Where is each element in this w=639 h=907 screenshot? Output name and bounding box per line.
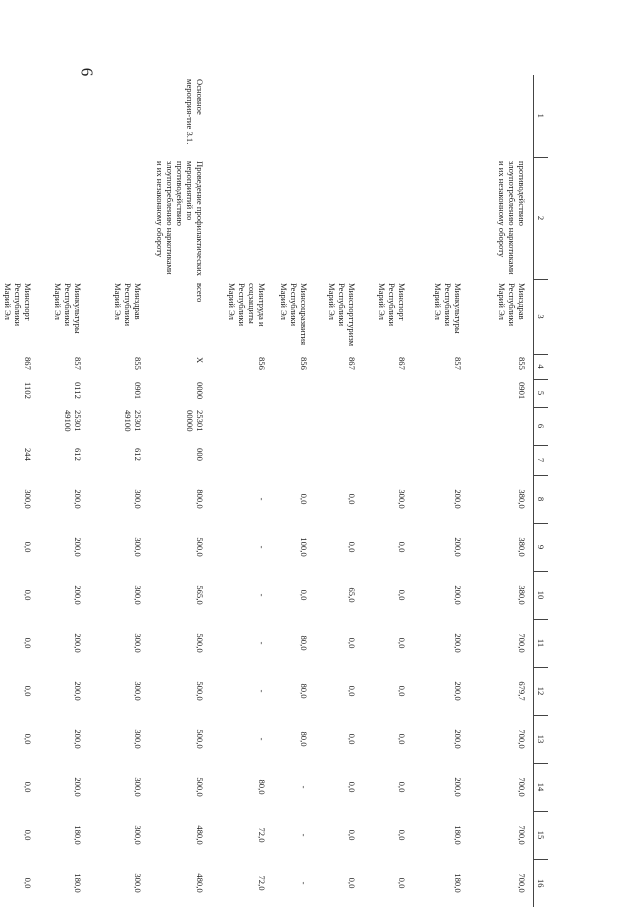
cell-col-15: 72,0 xyxy=(257,827,268,843)
cell-col-11: - xyxy=(257,641,268,645)
cell-col-9: 0,0 xyxy=(397,541,408,553)
cell-col-10: 0,0 xyxy=(299,589,310,601)
cell-col-8: 200,0 xyxy=(453,489,464,509)
cell-col-10: 200,0 xyxy=(73,585,84,605)
table-row xyxy=(150,75,212,907)
cell-col-5 xyxy=(414,379,470,407)
cell-col-6 xyxy=(414,407,470,445)
cell-col-6: 25301 00000 xyxy=(185,410,206,432)
table-row xyxy=(414,75,470,907)
cell-col-7 xyxy=(212,445,274,475)
cell-col-1 xyxy=(414,75,470,157)
cell-col-1: Основное мероприя-тие 3.1. xyxy=(185,79,206,145)
cell-col-9: 200,0 xyxy=(453,537,464,557)
cell-col-3: Минкультуры Республики Марий Эл xyxy=(433,283,464,334)
cell-col-12: - xyxy=(257,689,268,693)
cell-col-13: 500,0 xyxy=(195,729,206,749)
cell-col-15: 180,0 xyxy=(73,825,84,845)
cell-col-2 xyxy=(274,157,316,279)
cell-col-8: 200,0 xyxy=(73,489,84,509)
cell-col-4: 855 xyxy=(133,357,144,370)
cell-col-14: 700,0 xyxy=(517,777,527,797)
cell-col-11: 0,0 xyxy=(397,637,408,649)
cell-col-11: 200,0 xyxy=(73,633,84,653)
rotated-table-container xyxy=(3,75,548,893)
column-number-6: 6 xyxy=(534,407,549,445)
cell-col-4: 856 xyxy=(257,357,268,370)
column-number-11: 11 xyxy=(534,619,549,667)
column-number-5: 5 xyxy=(534,379,549,407)
column-number-9: 9 xyxy=(534,523,549,571)
cell-col-9: 0,0 xyxy=(347,541,358,553)
cell-col-16: 0,0 xyxy=(23,877,34,889)
cell-col-13: 0,0 xyxy=(23,733,34,745)
cell-col-3: всего xyxy=(195,283,206,303)
cell-col-16: 180,0 xyxy=(73,873,84,893)
cell-col-2 xyxy=(40,157,90,279)
cell-col-6: 25301 49100 xyxy=(123,410,144,432)
cell-col-8: 300,0 xyxy=(397,489,408,509)
cell-col-10: 300,0 xyxy=(133,585,144,605)
cell-col-7: 244 xyxy=(23,448,34,461)
cell-col-2 xyxy=(414,157,470,279)
cell-col-14: 500,0 xyxy=(195,777,206,797)
cell-col-12: 300,0 xyxy=(133,681,144,701)
cell-col-10: - xyxy=(257,593,268,597)
cell-col-9: 100,0 xyxy=(299,537,310,557)
cell-col-16: 180,0 xyxy=(453,873,464,893)
cell-col-13: - xyxy=(257,737,268,741)
cell-col-7: 612 xyxy=(73,448,84,461)
cell-col-15: - xyxy=(299,833,310,837)
cell-col-3: Минтруда и соцзащиты Республики Марий Эл xyxy=(227,283,268,327)
cell-col-12: 200,0 xyxy=(453,681,464,701)
cell-col-15: 0,0 xyxy=(23,829,34,841)
cell-col-14: 0,0 xyxy=(23,781,34,793)
cell-col-16: 72,0 xyxy=(257,875,268,891)
cell-col-12: 500,0 xyxy=(195,681,206,701)
cell-col-6 xyxy=(212,407,274,445)
cell-col-12: 200,0 xyxy=(73,681,84,701)
cell-col-2: Проведение профилактических мероприятий по противодействию злоупотреблению наркотиками и их незаконному обороту xyxy=(155,161,206,276)
column-number-4: 4 xyxy=(534,354,549,379)
cell-col-13: 80,0 xyxy=(299,731,310,747)
cell-col-15: 480,0 xyxy=(195,825,206,845)
cell-col-7 xyxy=(316,445,364,475)
cell-col-14: 80,0 xyxy=(257,779,268,795)
cell-col-2 xyxy=(90,157,150,279)
column-number-2: 2 xyxy=(534,157,549,279)
cell-col-10: 565,0 xyxy=(195,585,206,605)
cell-col-15: 700,0 xyxy=(517,825,527,845)
cell-col-14: 200,0 xyxy=(453,777,464,797)
cell-col-9: 500,0 xyxy=(195,537,206,557)
cell-col-8: 380,0 xyxy=(517,489,527,509)
cell-col-15: 0,0 xyxy=(347,829,358,841)
cell-col-1 xyxy=(212,75,274,157)
cell-col-9: 200,0 xyxy=(73,537,84,557)
cell-col-4: 855 xyxy=(517,357,527,370)
cell-col-2 xyxy=(0,157,40,279)
cell-col-3: Минспорт Республики Марий Эл xyxy=(377,283,408,327)
cell-col-3: Минздрав Республики Марий Эл xyxy=(497,283,527,327)
cell-col-15: 0,0 xyxy=(397,829,408,841)
cell-col-8: 0,0 xyxy=(347,493,358,505)
column-number-1: 1 xyxy=(534,75,549,157)
cell-col-16: 300,0 xyxy=(133,873,144,893)
cell-col-11: 200,0 xyxy=(453,633,464,653)
cell-col-1 xyxy=(364,75,414,157)
cell-col-6 xyxy=(274,407,316,445)
cell-col-4: 857 xyxy=(73,357,84,370)
cell-col-13: 200,0 xyxy=(73,729,84,749)
cell-col-9: 300,0 xyxy=(133,537,144,557)
table-row xyxy=(364,75,414,907)
cell-col-7: 000 xyxy=(195,448,206,461)
cell-col-2 xyxy=(316,157,364,279)
cell-col-5 xyxy=(316,379,364,407)
cell-col-14: 0,0 xyxy=(347,781,358,793)
cell-col-13: 300,0 xyxy=(133,729,144,749)
cell-col-7 xyxy=(274,445,316,475)
cell-col-6: 25301 49100 xyxy=(63,410,84,432)
cell-col-15: 180,0 xyxy=(453,825,464,845)
cell-col-10: 0,0 xyxy=(23,589,34,601)
cell-col-5 xyxy=(364,379,414,407)
cell-col-8: - xyxy=(257,497,268,501)
cell-col-7 xyxy=(364,445,414,475)
table-row xyxy=(90,75,150,907)
table-row xyxy=(0,75,40,907)
cell-col-16: 0,0 xyxy=(397,877,408,889)
cell-col-11: 500,0 xyxy=(195,633,206,653)
cell-col-16: 700,0 xyxy=(517,873,527,893)
cell-col-14: 0,0 xyxy=(397,781,408,793)
column-number-16: 16 xyxy=(534,859,549,907)
cell-col-4: 867 xyxy=(347,357,358,370)
cell-col-2 xyxy=(364,157,414,279)
cell-col-4: 867 xyxy=(397,357,408,370)
cell-col-11: 300,0 xyxy=(133,633,144,653)
cell-col-5 xyxy=(212,379,274,407)
column-number-3: 3 xyxy=(534,279,549,354)
cell-col-5: 1102 xyxy=(23,382,34,399)
cell-col-7 xyxy=(470,445,534,475)
cell-col-12: 0,0 xyxy=(23,685,34,697)
cell-col-5 xyxy=(274,379,316,407)
cell-col-7: 612 xyxy=(133,448,144,461)
cell-col-14: 200,0 xyxy=(73,777,84,797)
cell-col-2: противодействию злоупотреблению наркотиками и их незаконному обороту xyxy=(497,161,527,275)
page-number: 6 xyxy=(77,67,97,77)
cell-col-13: 200,0 xyxy=(453,729,464,749)
cell-col-4: Х xyxy=(195,357,206,364)
cell-col-6 xyxy=(0,407,40,445)
cell-col-1 xyxy=(40,75,90,157)
cell-col-15: 300,0 xyxy=(133,825,144,845)
cell-col-10: 65,0 xyxy=(347,587,358,603)
cell-col-8: 300,0 xyxy=(133,489,144,509)
cell-col-8: 800,0 xyxy=(195,489,206,509)
cell-col-16: - xyxy=(299,881,310,885)
cell-col-8: 300,0 xyxy=(23,489,34,509)
cell-col-12: 679,7 xyxy=(517,681,527,701)
cell-col-9: 0,0 xyxy=(23,541,34,553)
cell-col-10: 380,0 xyxy=(517,585,527,605)
cell-col-3: Минкультуры Республики Марий Эл xyxy=(53,283,84,334)
cell-col-14: - xyxy=(299,785,310,789)
cell-col-6 xyxy=(316,407,364,445)
cell-col-4: 867 xyxy=(23,357,34,370)
cell-col-3: Минспорт Республики Марий Эл xyxy=(3,283,34,327)
column-number-14: 14 xyxy=(534,763,549,811)
cell-col-4: 856 xyxy=(299,357,310,370)
cell-col-1 xyxy=(470,75,534,157)
cell-col-11: 0,0 xyxy=(347,637,358,649)
cell-col-1 xyxy=(90,75,150,157)
column-number-13: 13 xyxy=(534,715,549,763)
table-row xyxy=(40,75,90,907)
column-number-row xyxy=(534,75,549,907)
cell-col-12: 0,0 xyxy=(397,685,408,697)
cell-col-10: 200,0 xyxy=(453,585,464,605)
cell-col-9: 380,0 xyxy=(517,537,527,557)
column-number-10: 10 xyxy=(534,571,549,619)
column-number-8: 8 xyxy=(534,475,549,523)
cell-col-5: 0112 xyxy=(73,382,84,399)
cell-col-13: 0,0 xyxy=(347,733,358,745)
cell-col-5: 0901 xyxy=(133,382,144,400)
cell-col-2 xyxy=(212,157,274,279)
cell-col-13: 0,0 xyxy=(397,733,408,745)
table-row xyxy=(316,75,364,907)
cell-col-5: 0901 xyxy=(517,382,527,400)
cell-col-12: 0,0 xyxy=(347,685,358,697)
cell-col-12: 80,0 xyxy=(299,683,310,699)
cell-col-13: 700,0 xyxy=(517,729,527,749)
cell-col-16: 480,0 xyxy=(195,873,206,893)
cell-col-4: 857 xyxy=(453,357,464,370)
column-number-12: 12 xyxy=(534,667,549,715)
cell-col-7 xyxy=(414,445,470,475)
cell-col-11: 0,0 xyxy=(23,637,34,649)
cell-col-3: Минспорттуризм Республики Марий Эл xyxy=(327,283,358,347)
cell-col-11: 700,0 xyxy=(517,633,527,653)
table-row xyxy=(274,75,316,907)
table-row xyxy=(470,75,534,907)
cell-col-14: 300,0 xyxy=(133,777,144,797)
cell-col-8: 0,0 xyxy=(299,493,310,505)
cell-col-3: Минсоцразвития Республики Марий Эл xyxy=(279,283,310,346)
column-number-7: 7 xyxy=(534,445,549,475)
cell-col-6 xyxy=(470,407,534,445)
cell-col-6 xyxy=(364,407,414,445)
table-row xyxy=(212,75,274,907)
cell-col-11: 80,0 xyxy=(299,635,310,651)
cell-col-10: 0,0 xyxy=(397,589,408,601)
cell-col-1 xyxy=(0,75,40,157)
cell-col-16: 0,0 xyxy=(347,877,358,889)
cell-col-3: Минздрав Республики Марий Эл xyxy=(113,283,144,327)
budget-table xyxy=(0,75,548,907)
cell-col-1 xyxy=(274,75,316,157)
cell-col-5: 0000 xyxy=(195,382,206,400)
cell-col-9: - xyxy=(257,545,268,549)
column-number-15: 15 xyxy=(534,811,549,859)
cell-col-1 xyxy=(316,75,364,157)
